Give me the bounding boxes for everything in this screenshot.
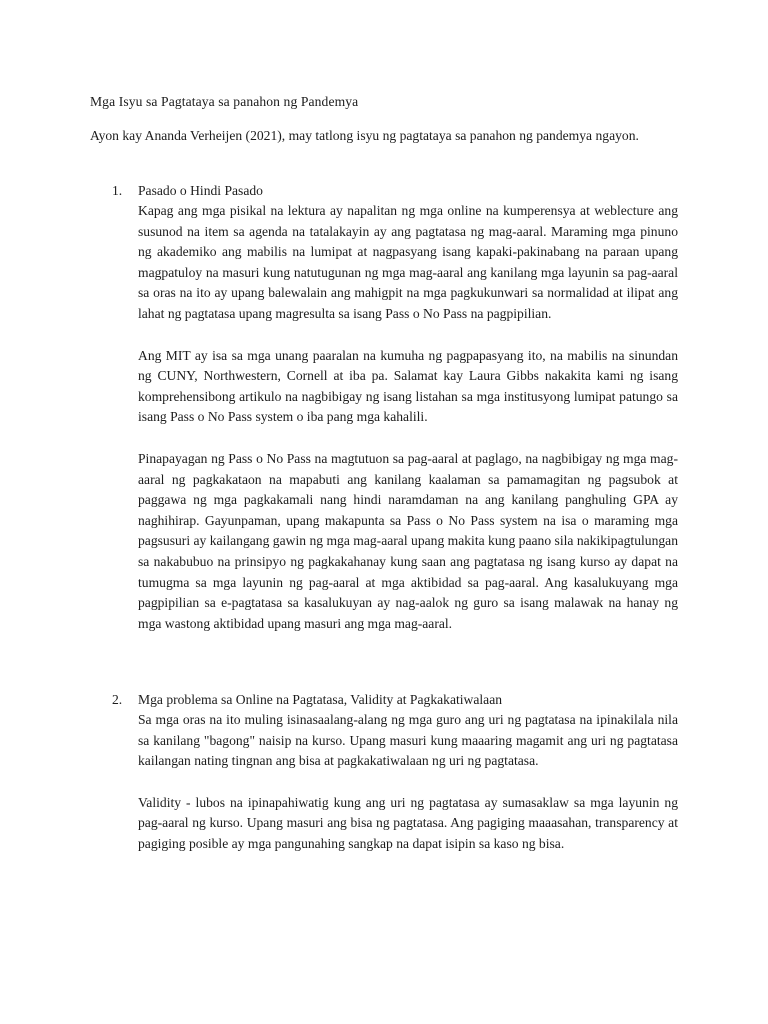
section-paragraph: Kapag ang mga pisikal na lektura ay napalitan ng mga online na kumperensya at weblecture ang susunod na item sa agenda na tatalakayin ay ang pagtatasa ng mag-aaral. Maraming mga pinuno ng akademiko ang mabilis na lumipat at nagpasyang isang kapaki-pakinabang na paraan upang magpatuloy na masuri kung natutugunan ng mga mag-aaral ang kanilang mga layunin sa pag-aaral sa oras na ito ay upang balewalain ang mahigpit na mga pagkukunwari sa normalidad at ilipat ang lahat ng pagtatasa upang magresulta sa isang Pass o No Pass na pagpipilian.: [138, 203, 678, 321]
section-number: 2.: [112, 692, 123, 707]
section-paragraph: Pinapayagan ng Pass o No Pass na magtutuon sa pag-aaral at paglago, na nagbibigay ng mga mag-aaral ng pagkakataon na mapabuti ang kanilang kaalaman sa pamamagitan ng pagsubok at paggawa ng mga pagkakamali nang hindi naramdaman na ang kanilang panghuling GPA ay naghihirap. Gayunpaman, upang makapunta sa Pass o No Pass system na isa o maraming mga pagsusuri ay kailangang gawin ng mga mag-aaral upang makita kung paano sila nakikipagtulungan sa nakabubuo na prinsipyo ng pagkakahanay kung saan ang pagtatasa ng isang kurso ay dapat na tumugma sa mga layunin ng pag-aaral at mga aktibidad sa pag-aaral. Ang kasalukuyang mga pagpipilian sa e-pagtatasa sa kasalukuyan ay nag-aalok ng guro sa isang malawak na hanay ng mga wastong aktibidad upang masuri ang mga mag-aaral.: [138, 450, 678, 631]
section-body: [138, 180, 678, 634]
section-number: 1.: [112, 183, 123, 198]
section-heading: Pasado o Hindi Pasado: [138, 183, 263, 198]
section-paragraph: Ang MIT ay isa sa mga unang paaralan na kumuha ng pagpapasyang ito, na mabilis na sinundan ng CUNY, Northwestern, Cornell at iba pa. Salamat kay Laura Gibbs nakakita kami ng isang komprehensibong artikulo na nagbibigay ng isang listahan sa mga institusyong lumipat patungo sa isang Pass o No Pass system o iba pang mga kahalili.: [138, 347, 678, 425]
document-title: Mga Isyu sa Pagtataya sa panahon ng Pandemya: [90, 94, 359, 109]
section-heading: Mga problema sa Online na Pagtatasa, Validity at Pagkakatiwalaan: [138, 692, 503, 707]
section-body: [138, 689, 678, 855]
section-paragraph: Validity - lubos na ipinapahiwatig kung ang uri ng pagtatasa ay sumasaklaw sa mga layunin ng pag-aaral ng kurso. Upang masuri ang bisa ng pagtatasa. Ang pagiging maaasahan, transparency at pagiging posible ay mga pangunahing sangkap na dapat isipin sa kaso ng bisa.: [138, 794, 678, 851]
intro-paragraph: Ayon kay Ananda Verheijen (2021), may tatlong isyu ng pagtataya sa panahon ng pandemya ngayon.: [90, 128, 639, 143]
section-paragraph: Sa mga oras na ito muling isinasaalang-alang ng mga guro ang uri ng pagtatasa na ipinakilala nila sa kanilang "bagong" naisip na kurso. Upang masuri kung maaaring magamit ang uri ng pagtatasa kailangan nating tingnan ang bisa at pagkakatiwalaan ng uri ng pagtatasa.: [138, 712, 678, 769]
